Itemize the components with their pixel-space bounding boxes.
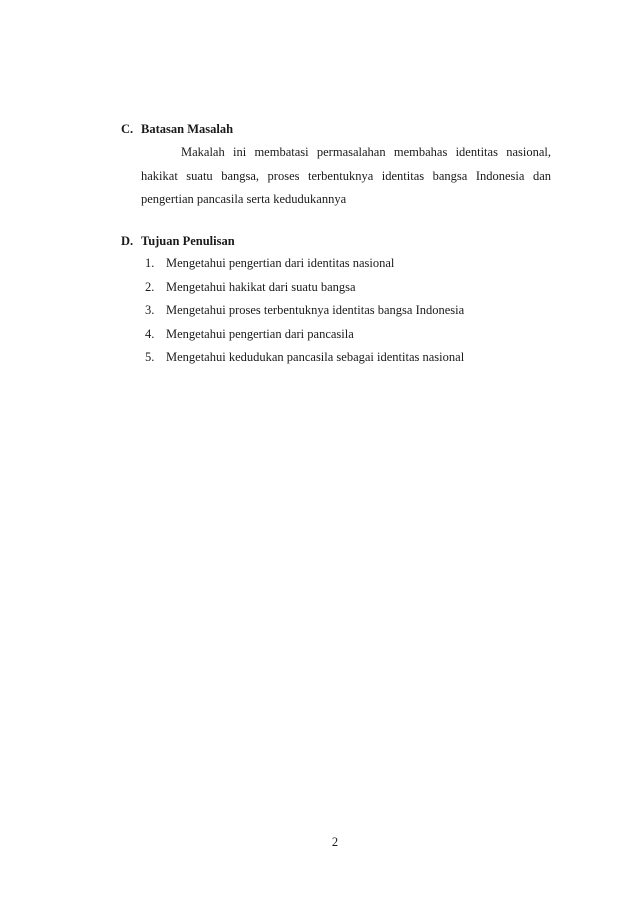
list-number: 5. — [145, 350, 155, 365]
list-text: Mengetahui pengertian dari identitas nasional — [166, 256, 395, 271]
page-number: 2 — [331, 835, 339, 849]
list-text: Mengetahui proses terbentuknya identitas bangsa Indonesia — [166, 303, 465, 318]
list-number: 4. — [145, 326, 155, 341]
list-item — [121, 346, 551, 370]
objectives-list — [121, 252, 551, 370]
section-heading — [121, 232, 551, 250]
section-title: Tujuan Penulisan — [141, 233, 235, 248]
list-item — [121, 299, 551, 323]
list-text: Mengetahui kedudukan pancasila sebagai identitas nasional — [166, 350, 465, 365]
list-number: 2. — [145, 279, 155, 294]
section-letter: C. — [121, 121, 134, 136]
list-number: 3. — [145, 303, 155, 318]
list-number: 1. — [145, 256, 155, 271]
section-heading — [121, 120, 551, 138]
section-paragraph: Makalah ini membatasi permasalahan membahas identitas nasional, hakikat suatu bangsa, proses terbentuknya identitas bangsa Indonesia dan pengertian pancasila serta kedudukannya — [141, 145, 551, 206]
section-letter: D. — [121, 233, 134, 248]
list-item — [121, 323, 551, 347]
list-item — [121, 276, 551, 300]
list-text: Mengetahui hakikat dari suatu bangsa — [166, 279, 356, 294]
list-item — [121, 252, 551, 276]
section-title: Batasan Masalah — [141, 121, 234, 136]
list-text: Mengetahui pengertian dari pancasila — [166, 326, 354, 341]
section-batasan-masalah — [121, 120, 551, 212]
section-tujuan-penulisan — [121, 232, 551, 370]
